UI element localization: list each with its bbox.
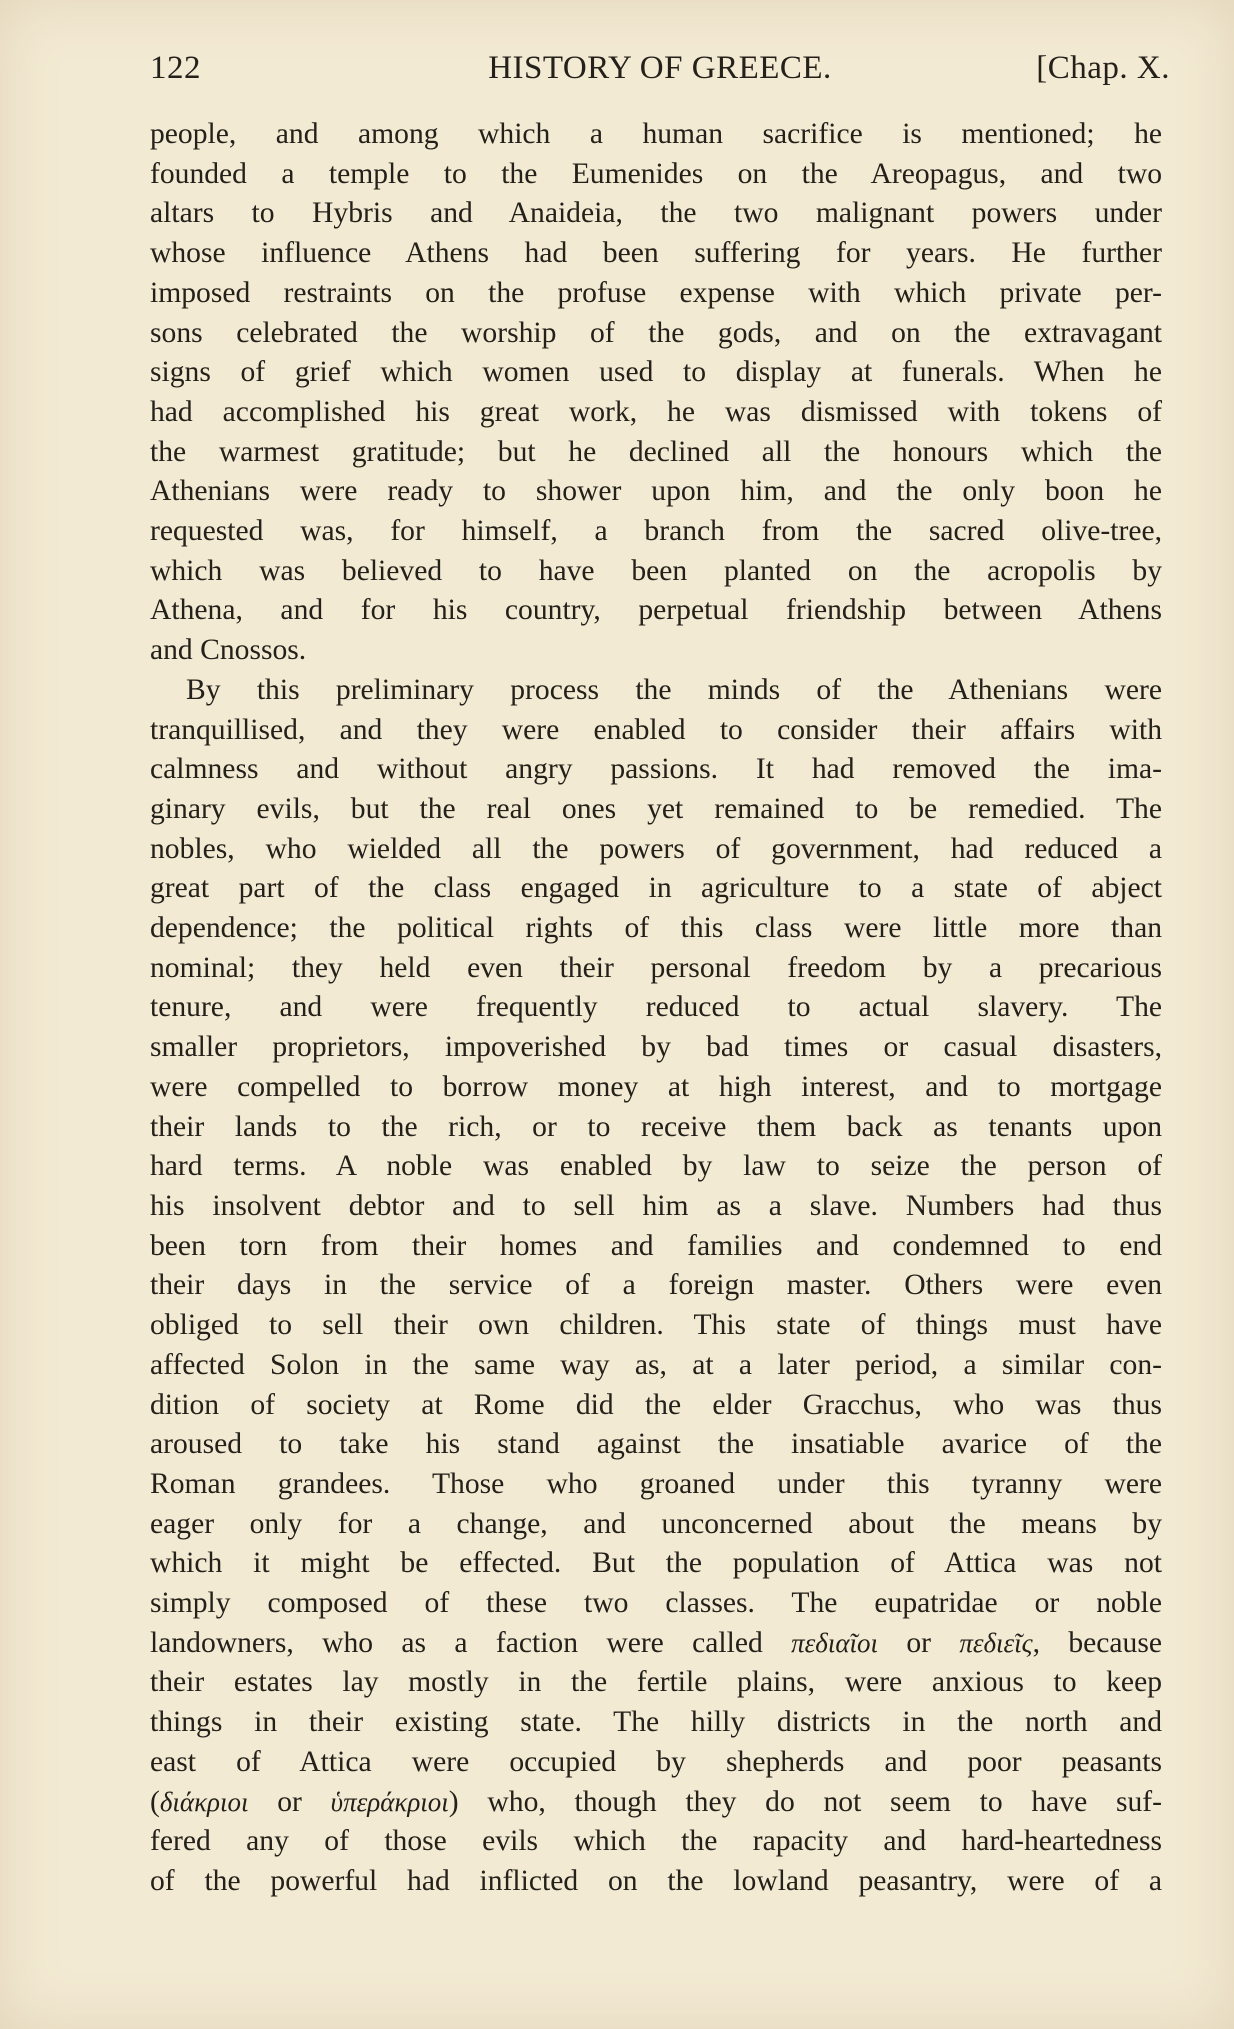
greek-term: πεδιαῖοι (791, 1627, 879, 1658)
text-line: aroused to take his stand against the insatiable avarice of the (150, 1428, 1162, 1461)
text-line: nominal; they held even their personal freedom by a precarious (150, 951, 1162, 984)
text-line: nobles, who wielded all the powers of government, had reduced a (150, 832, 1162, 865)
text-line: their estates lay mostly in the fertile plains, were anxious to keep (150, 1666, 1162, 1699)
text-line: had accomplished his great work, he was dismissed with tokens of (150, 395, 1162, 428)
text-line: which was believed to have been planted on the acropolis by (150, 554, 1162, 587)
text-line: By this preliminary process the minds of the Athenians were (186, 673, 1162, 706)
text-fragment: landowners, who as a faction were called (150, 1626, 792, 1659)
text-line: which it might be effected. But the population of Attica was not (150, 1547, 1162, 1580)
text-line: simply composed of these two classes. The eupatridae or noble (150, 1587, 1162, 1620)
greek-term: ὑπεράκριοι (330, 1786, 449, 1817)
text-line: dition of society at Rome did the elder Gracchus, who was thus (150, 1388, 1162, 1421)
text-line: were compelled to borrow money at high interest, and to mortgage (150, 1070, 1162, 1103)
text-line: altars to Hybris and Anaideia, the two malignant powers under (150, 197, 1162, 230)
greek-term: διάκριοι (159, 1786, 249, 1817)
running-header (150, 50, 1170, 100)
text-line: great part of the class engaged in agriculture to a state of abject (150, 872, 1162, 905)
text-line: obliged to sell their own children. This state of things must have (150, 1309, 1162, 1342)
chapter-label: [Chap. X. (1036, 50, 1170, 86)
text-line: Athena, and for his country, perpetual friendship between Athens (150, 594, 1162, 627)
greek-term: πεδιεῖς (959, 1627, 1033, 1658)
text-fragment: or (248, 1785, 331, 1818)
text-line (150, 1624, 1162, 1664)
text-line: tenure, and were frequently reduced to actual slavery. The (150, 991, 1162, 1024)
text-line: requested was, for himself, a branch from the sacred olive-tree, (150, 515, 1162, 548)
text-line: and Cnossos. (150, 634, 307, 667)
text-fragment: or (878, 1626, 960, 1659)
text-line: his insolvent debtor and to sell him as a slave. Numbers had thus (150, 1189, 1162, 1222)
text-fragment: , because (1032, 1626, 1163, 1659)
text-line: things in their existing state. The hilly districts in the north and (150, 1706, 1162, 1739)
text-line: imposed restraints on the profuse expense with which private per- (150, 276, 1162, 309)
text-line: people, and among which a human sacrifice is mentioned; he (150, 118, 1162, 150)
text-line: their lands to the rich, or to receive them back as tenants upon (150, 1110, 1162, 1143)
text-line: founded a temple to the Eumenides on the Areopagus, and two (150, 157, 1162, 190)
text-line: dependence; the political rights of this class were little more than (150, 912, 1162, 945)
text-fragment: ) who, though they do not seem to have suf- (448, 1785, 1163, 1818)
text-line: Roman grandees. Those who groaned under this tyranny were (150, 1467, 1162, 1500)
text-line: east of Attica were occupied by shepherds and poor peasants (150, 1745, 1162, 1778)
text-line: of the powerful had inflicted on the lowland peasantry, were of a (150, 1864, 1162, 1897)
text-line: their days in the service of a foreign master. Others were even (150, 1269, 1162, 1302)
text-line: fered any of those evils which the rapacity and hard-heartedness (150, 1825, 1162, 1858)
text-line: Athenians were ready to shower upon him, and the only boon he (150, 475, 1162, 508)
text-line: ginary evils, but the real ones yet remained to be remedied. The (150, 792, 1162, 825)
text-line: hard terms. A noble was enabled by law to seize the person of (150, 1150, 1162, 1183)
text-line: been torn from their homes and families and condemned to end (150, 1229, 1162, 1262)
text-line: whose influence Athens had been suffering for years. He further (150, 237, 1162, 270)
page-number: 122 (150, 50, 201, 86)
text-line (150, 1783, 1162, 1823)
text-line: sons celebrated the worship of the gods, and on the extravagant (150, 316, 1162, 349)
running-title: HISTORY OF GREECE. (488, 50, 832, 86)
text-line: signs of grief which women used to display at funerals. When he (150, 356, 1162, 389)
text-fragment: ( (150, 1785, 160, 1818)
text-line: the warmest gratitude; but he declined all the honours which the (150, 435, 1162, 468)
text-line: eager only for a change, and unconcerned about the means by (150, 1507, 1162, 1540)
body-text (150, 115, 1162, 1902)
text-line: affected Solon in the same way as, at a later period, a similar con- (150, 1348, 1162, 1381)
text-line: smaller proprietors, impoverished by bad times or casual disasters, (150, 1031, 1162, 1064)
text-line: calmness and without angry passions. It had removed the ima- (150, 753, 1162, 786)
text-line: tranquillised, and they were enabled to consider their affairs with (150, 713, 1162, 746)
